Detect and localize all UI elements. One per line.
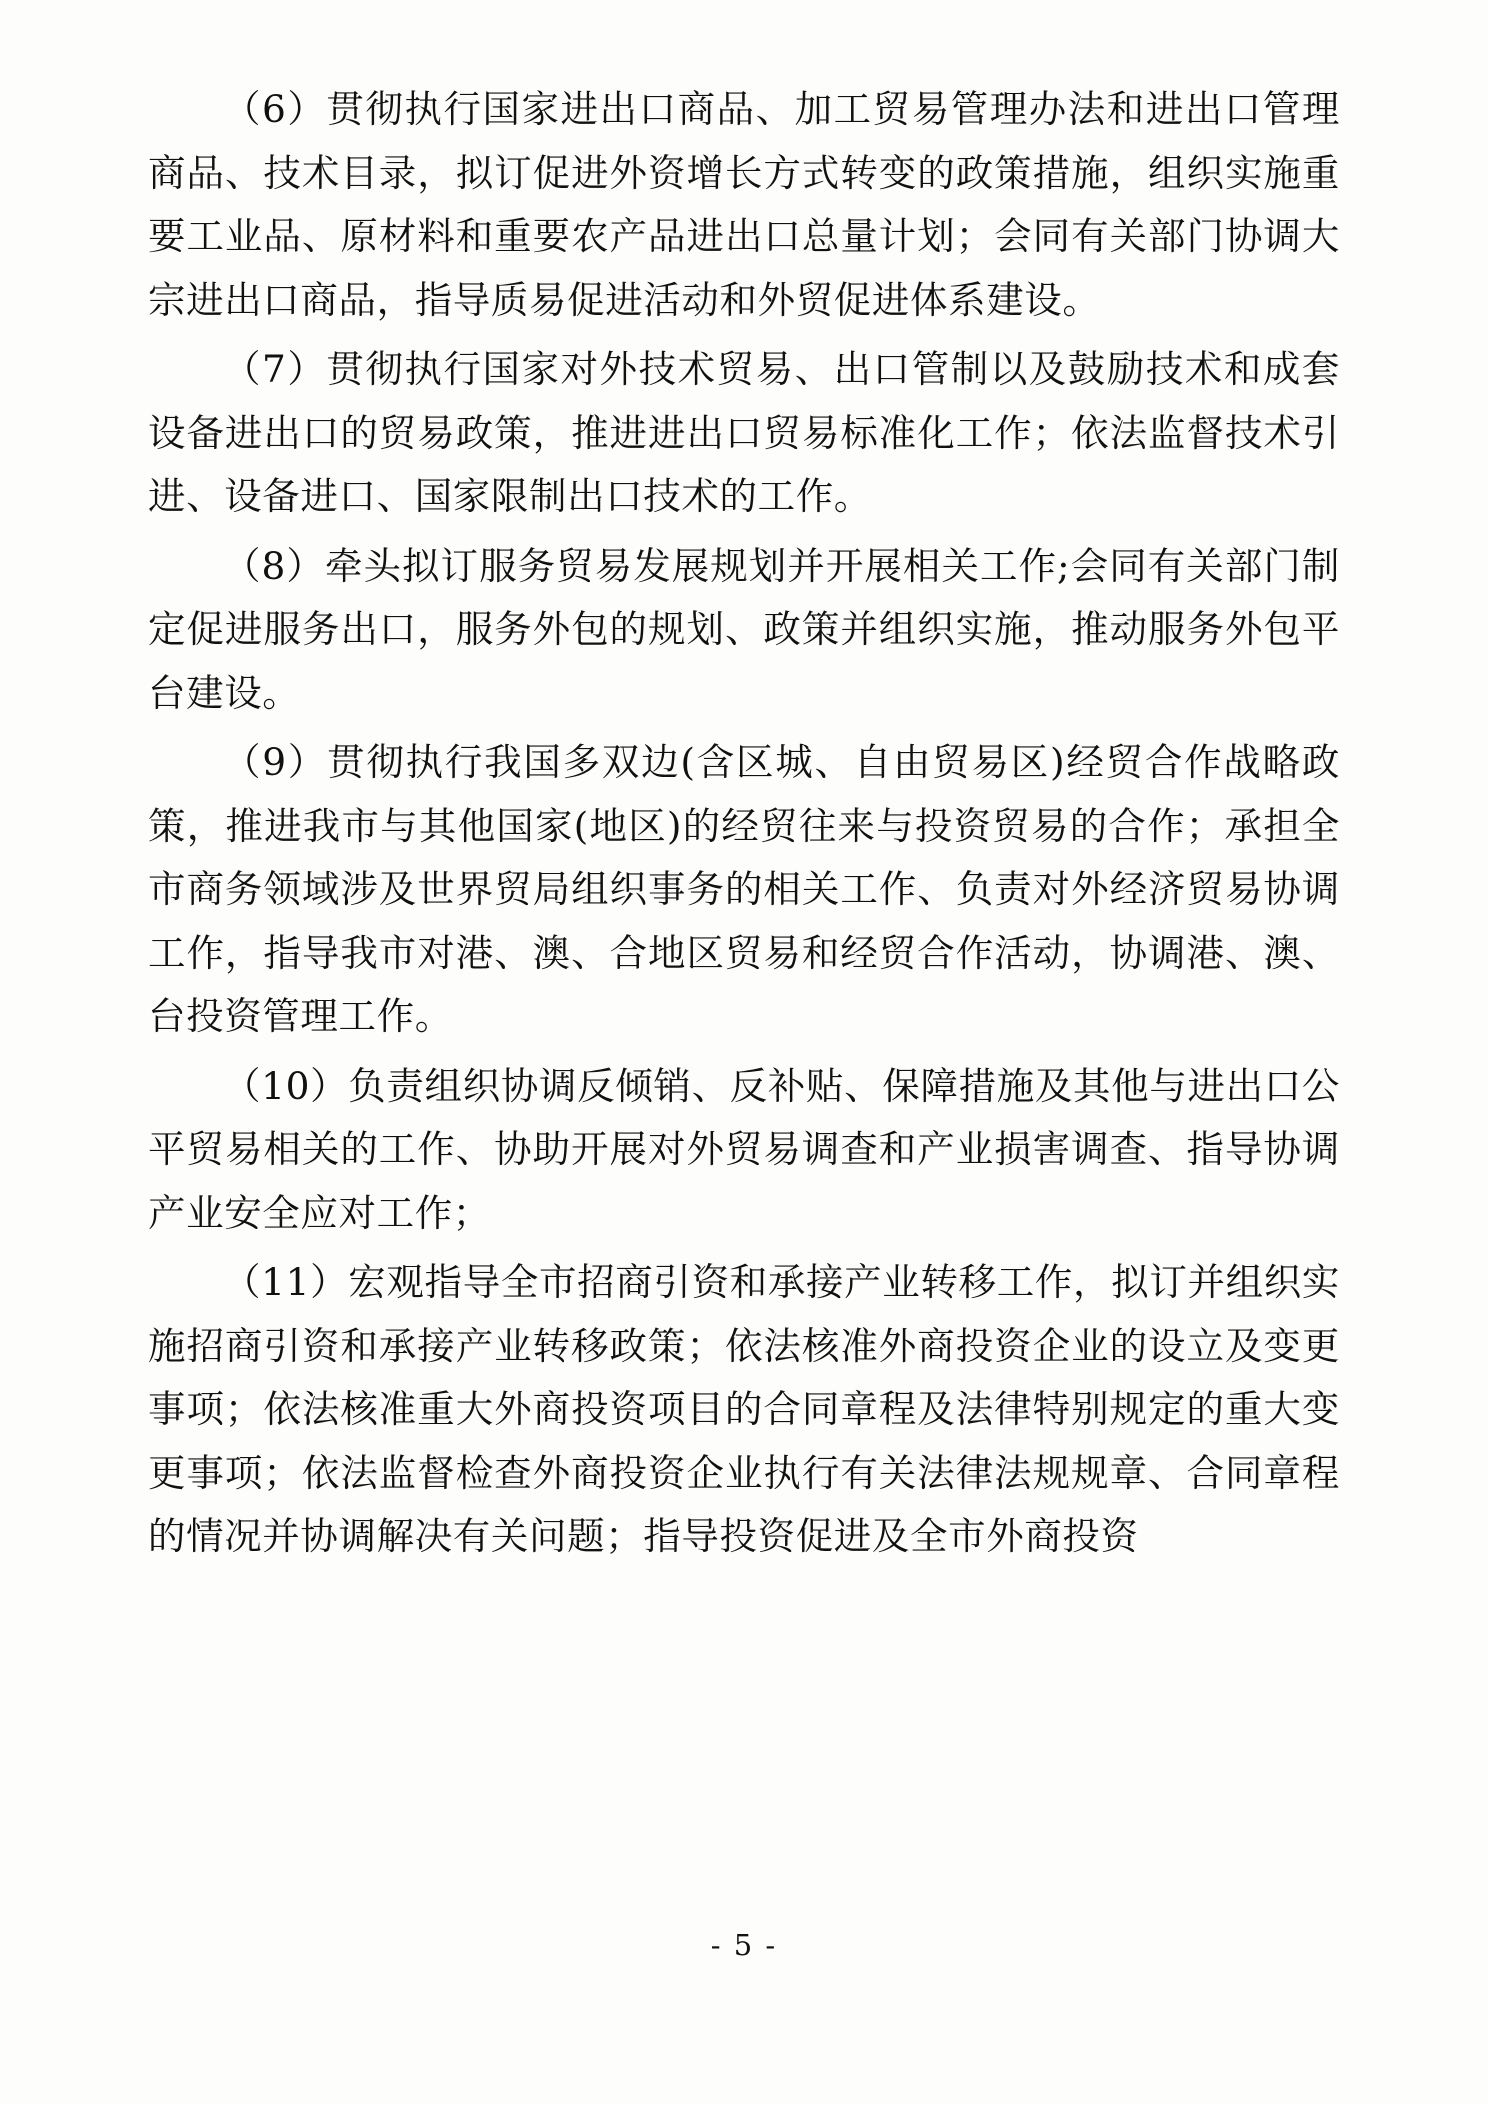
- paragraph-10: （10）负责组织协调反倾销、反补贴、保障措施及其他与进出口公平贸易相关的工作、协助开展对外贸易调查和产业损害调查、指导协调产业安全应对工作；: [148, 1063, 1340, 1235]
- document-body: [148, 78, 1340, 1569]
- paragraph-7: （7）贯彻执行国家对外技术贸易、出口管制以及鼓励技术和成套设备进出口的贸易政策，推进进出口贸易标准化工作；依法监督技术引进、设备进口、国家限制出口技术的工作。: [148, 347, 1340, 518]
- paragraph-9: （9）贯彻执行我国多双边(含区城、自由贸易区)经贸合作战略政策，推进我市与其他国家(地区)的经贸往来与投资贸易的合作；承担全市商务领域涉及世界贸局组织事务的相关工作、负责对外经济贸易协调工作，指导我市对港、澳、合地区贸易和经贸合作活动，协调港、澳、台投资管理工作。: [148, 740, 1340, 1038]
- paragraph-8: （8）牵头拟订服务贸易发展规划并开展相关工作;会同有关部门制定促进服务出口，服务外包的规划、政策并组织实施，推动服务外包平台建设。: [148, 543, 1340, 715]
- page-number: - 5 -: [710, 1928, 778, 1962]
- paragraph-11: （11）宏观指导全市招商引资和承接产业转移工作，拟订并组织实施招商引资和承接产业转移政策；依法核准外商投资企业的设立及变更事项；依法核准重大外商投资项目的合同章程及法律特别规定的重大变更事项；依法监督检查外商投资企业执行有关法律法规规章、合同章程的情况并协调解决有关问题；指导投资促进及全市外商投资: [148, 1260, 1340, 1558]
- paragraph-6: （6）贯彻执行国家进出口商品、加工贸易管理办法和进出口管理商品、技术目录，拟订促进外资增长方式转变的政策措施，组织实施重要工业品、原材料和重要农产品进出口总量计划；会同有关部门协调大宗进出口商品，指导质易促进活动和外贸促进体系建设。: [148, 87, 1340, 322]
